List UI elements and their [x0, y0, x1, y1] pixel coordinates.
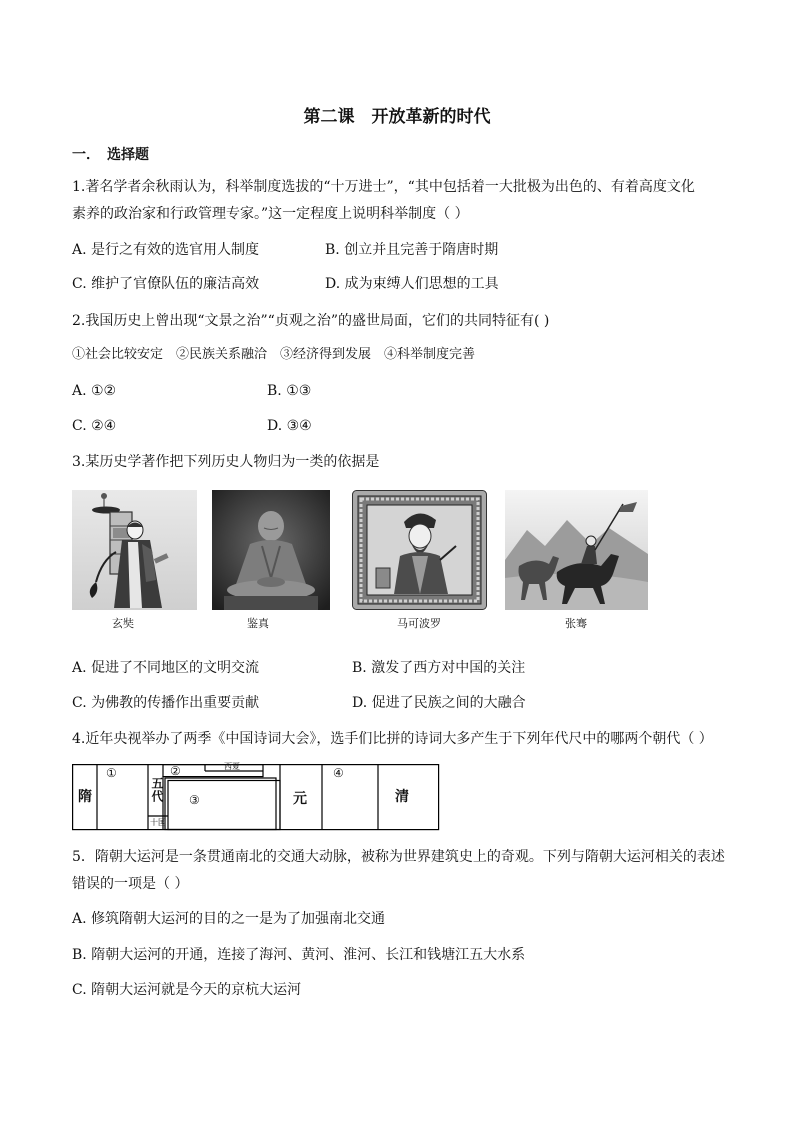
timeline-wudai: 五代: [150, 777, 164, 803]
timeline-xixia: 西夏: [224, 762, 240, 771]
timeline-slot-4: ④: [333, 766, 344, 780]
q2-option-d: D. ③④: [267, 418, 312, 434]
q3-option-b: B. 激发了西方对中国的关注: [352, 660, 526, 676]
q3-option-c: C. 为佛教的传播作出重要贡献: [72, 695, 260, 711]
zhangqian-image: [505, 490, 648, 610]
q2-option-c: C. ②④: [72, 418, 117, 434]
dynasty-timeline: [72, 764, 440, 831]
q2-option-b: B. ①③: [267, 383, 312, 399]
xuanzang-image: [72, 490, 197, 610]
section-heading: 一． 选择题: [72, 147, 149, 163]
timeline-shiguo: 十国: [150, 818, 166, 827]
q1-stem-line2: 素养的政治家和行政管理专家。”这一定程度上说明科举制度（ ）: [72, 206, 469, 222]
caption-zhangqian: 张骞: [565, 617, 587, 630]
q2-items: ①社会比较安定 ②民族关系融洽 ③经济得到发展 ④科举制度完善: [72, 347, 476, 362]
timeline-grid: [72, 764, 440, 831]
q3-option-d: D. 促进了民族之间的大融合: [352, 695, 526, 711]
jianzhen-image: [212, 490, 330, 610]
caption-xuanzang: 玄奘: [112, 617, 134, 630]
q2-stem: 2.我国历史上曾出现“文景之治”“贞观之治”的盛世局面，它们的共同特征有( ): [72, 313, 550, 329]
q4-stem: 4.近年央视举办了两季《中国诗词大会》，选手们比拼的诗词大多产生于下列年代尺中的哪两个朝代（ ）: [72, 731, 713, 747]
q5-option-a: A. 修筑隋朝大运河的目的之一是为了加强南北交通: [72, 911, 386, 927]
q3-stem: 3.某历史学著作把下列历史人物归为一类的依据是: [72, 454, 380, 470]
q2-option-a: A. ①②: [72, 383, 117, 399]
q1-option-c: C. 维护了官僚队伍的廉洁高效: [72, 276, 260, 292]
timeline-slot-1: ①: [106, 766, 117, 780]
timeline-slot-3: ③: [189, 793, 200, 807]
q5-stem-line1: 5．隋朝大运河是一条贯通南北的交通大动脉，被称为世界建筑史上的奇观。下列与隋朝大运河相关的表述: [72, 849, 725, 865]
page-title: 第二课 开放革新的时代: [303, 107, 491, 127]
timeline-qing: 清: [395, 789, 409, 805]
timeline-slot-2: ②: [170, 764, 181, 778]
caption-marco-polo: 马可波罗: [397, 617, 441, 630]
q5-stem-line2: 错误的一项是（ ）: [72, 876, 189, 892]
q1-option-b: B. 创立并且完善于隋唐时期: [325, 242, 499, 258]
q1-stem-line1: 1.著名学者余秋雨认为，科举制度选拔的“十万进士”，“其中包括着一大批极为出色的、有着高度文化: [72, 179, 695, 195]
q5-option-c: C. 隋朝大运河就是今天的京杭大运河: [72, 982, 302, 998]
timeline-sui: 隋: [78, 789, 92, 805]
q1-option-d: D. 成为束缚人们思想的工具: [325, 276, 499, 292]
q3-option-a: A. 促进了不同地区的文明交流: [72, 660, 260, 676]
timeline-yuan: 元: [293, 791, 307, 807]
marco-polo-image: [352, 490, 487, 610]
caption-jianzhen: 鉴真: [247, 617, 269, 630]
q5-option-b: B. 隋朝大运河的开通，连接了海河、黄河、淮河、长江和钱塘江五大水系: [72, 947, 526, 963]
q1-option-a: A. 是行之有效的选官用人制度: [72, 242, 260, 258]
